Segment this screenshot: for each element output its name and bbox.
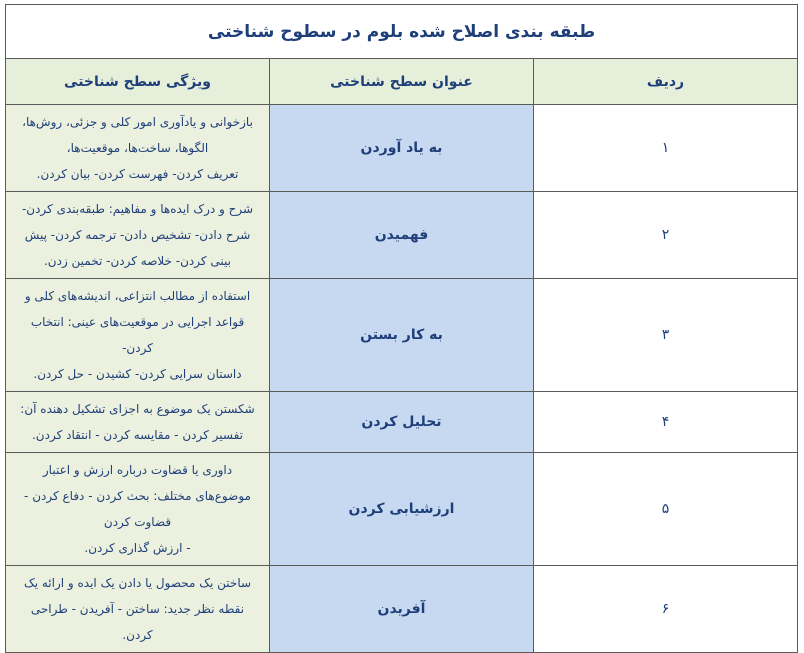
level-title: تحلیل کردن [270, 392, 534, 453]
header-row [6, 59, 798, 105]
level-title: به کار بستن [270, 279, 534, 392]
header-level-title: عنوان سطح شناختی [270, 59, 534, 105]
description-line: استفاده از مطالب انتزاعی، اندیشه‌های کلی و قواعد اجرایی در موقعیت‌های عینی: انتخاب کردن- [24, 289, 251, 355]
description-line: بینی کردن- خلاصه کردن- تخمین زدن. [43, 254, 232, 268]
table-row [6, 192, 798, 279]
level-description [6, 192, 270, 279]
table-row [6, 392, 798, 453]
level-description [6, 105, 270, 192]
table-row [6, 279, 798, 392]
level-title: به یاد آوردن [270, 105, 534, 192]
level-description [6, 566, 270, 653]
level-title: آفریدن [270, 566, 534, 653]
bloom-table-container [5, 4, 798, 653]
bloom-taxonomy-table [5, 4, 798, 653]
description-line: ساختن یک محصول یا دادن یک ایده و ارائه یک نقطه نظر جدید: ساختن - آفریدن - طراحی کردن. [23, 576, 252, 642]
level-description [6, 392, 270, 453]
table-row [6, 105, 798, 192]
table-row [6, 453, 798, 566]
description-line: داوری یا قضاوت درباره ارزش و اعتبار موضوع‌های مختلف: بحث کردن - دفاع کردن - قضاوت کردن [24, 463, 251, 529]
level-title: ارزشیابی کردن [270, 453, 534, 566]
row-number: ۵ [534, 453, 798, 566]
description-line: شکستن یک موضوع به اجزای تشکیل دهنده آن: تفسیر کردن - مقایسه کردن - انتقاد کردن. [20, 402, 255, 442]
description-line: شرح و درک ایده‌ها و مفاهیم: طبقه‌بندی کردن- شرح دادن- تشخیص دادن- ترجمه کردن- پیش [21, 202, 254, 242]
description-line: تعریف کردن- فهرست کردن- بیان کردن. [36, 167, 239, 181]
level-title: فهمیدن [270, 192, 534, 279]
row-number: ۲ [534, 192, 798, 279]
row-number: ۴ [534, 392, 798, 453]
header-level-feature: ویژگی سطح شناختی [6, 59, 270, 105]
level-description [6, 279, 270, 392]
title-row [6, 5, 798, 59]
row-number: ۱ [534, 105, 798, 192]
description-line: داستان سرایی کردن- کشیدن - حل کردن. [33, 367, 242, 381]
level-description [6, 453, 270, 566]
row-number: ۶ [534, 566, 798, 653]
description-line: بازخوانی و یادآوری امور کلی و جزئی، روش‌ها، الگوها، ساخت‌ها، موقعیت‌ها، [22, 115, 253, 155]
table-row [6, 566, 798, 653]
header-row-number: ردیف [534, 59, 798, 105]
row-number: ۳ [534, 279, 798, 392]
description-line: - ارزش گذاری کردن. [84, 541, 191, 555]
table-title: طبقه بندی اصلاح شده بلوم در سطوح شناختی [6, 5, 798, 59]
